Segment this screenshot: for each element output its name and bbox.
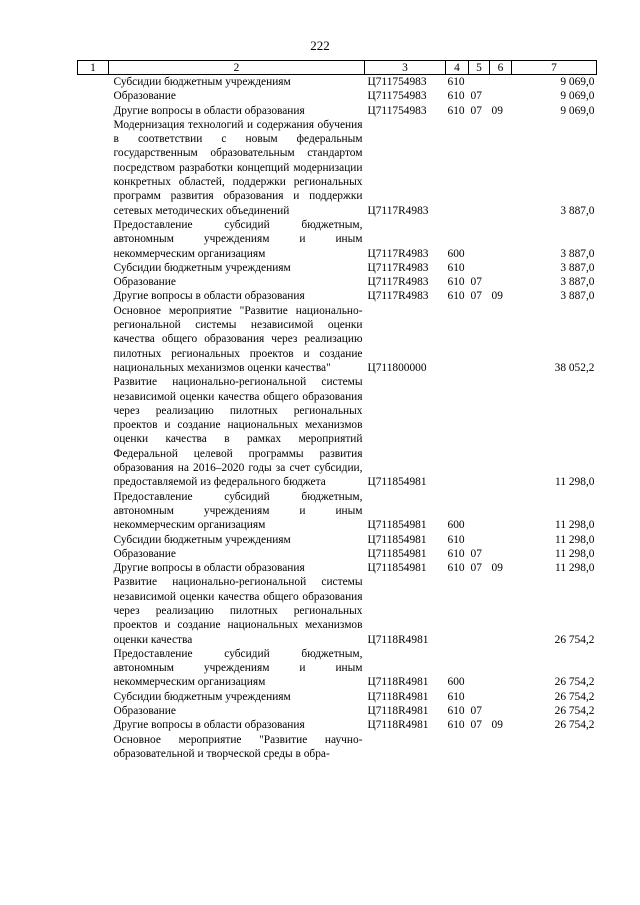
expense-type-code: 600 <box>447 247 465 260</box>
expense-type-code: 610 <box>447 290 465 303</box>
target-article-code: Ц711854981 <box>367 547 427 560</box>
table-row <box>78 289 597 303</box>
subsection-code <box>490 733 512 762</box>
expense-type-code: 610 <box>447 533 465 546</box>
amount-value: 9 069,0 <box>560 76 595 88</box>
expense-type-code: 600 <box>447 519 465 532</box>
amount-value <box>512 733 597 762</box>
subsection-code <box>490 261 512 275</box>
section-code <box>469 533 490 547</box>
subsection-code <box>490 118 512 218</box>
table-row <box>78 647 597 690</box>
expense-type-code: 610 <box>447 719 465 732</box>
table-row <box>78 733 597 762</box>
amount-value: 3 887,0 <box>560 276 595 289</box>
subsection-code <box>490 275 512 289</box>
item-name: Образование <box>113 276 176 289</box>
item-name: Образование <box>113 705 176 718</box>
section-code: 07 <box>470 547 482 560</box>
section-code <box>469 690 490 704</box>
expense-type-code <box>446 375 469 489</box>
table-row <box>78 304 597 375</box>
cell-empty <box>78 261 109 275</box>
section-code <box>469 304 490 375</box>
amount-value: 26 754,2 <box>554 719 595 732</box>
table-row <box>78 218 597 261</box>
cell-empty <box>78 218 109 261</box>
amount-value: 11 298,0 <box>555 547 595 560</box>
subsection-code <box>490 704 512 718</box>
subsection-code: 09 <box>491 104 503 117</box>
cell-empty <box>78 118 109 218</box>
table-row <box>78 575 597 646</box>
section-code <box>469 75 490 90</box>
target-article-code <box>365 733 446 762</box>
amount-value: 9 069,0 <box>560 104 595 117</box>
target-article-code: Ц7117R4983 <box>367 204 429 217</box>
item-name: Модернизация технологий и содержания обучения в соответствии с новым федеральным государственным образовательным стандартом посредством разработки концепций модернизации конкретных областей, поддержки региональных программ развития образования и поддержки сетевых методических объединений <box>113 118 363 217</box>
section-code: 07 <box>470 276 482 289</box>
amount-value: 9 069,0 <box>560 90 595 103</box>
target-article-code: Ц711854981 <box>367 519 427 532</box>
subsection-code <box>490 375 512 489</box>
target-article-code: Ц711854981 <box>367 562 427 575</box>
subsection-code <box>490 647 512 690</box>
expense-type-code: 600 <box>447 676 465 689</box>
expense-type-code <box>446 733 469 762</box>
target-article-code: Ц711754983 <box>367 90 427 103</box>
subsection-code <box>490 575 512 646</box>
column-number-header: 7 <box>512 61 597 75</box>
expense-type-code: 610 <box>447 547 465 560</box>
target-article-code: Ц711854981 <box>367 533 427 546</box>
expense-type-code: 610 <box>447 104 465 117</box>
cell-empty <box>78 104 109 118</box>
section-code <box>469 261 490 275</box>
item-name: Другие вопросы в области образования <box>113 290 305 303</box>
amount-value: 11 298,0 <box>555 519 595 532</box>
target-article-code: Ц7118R4981 <box>367 690 429 703</box>
expense-type-code: 610 <box>447 690 465 703</box>
expense-type-code: 610 <box>447 76 465 88</box>
cell-empty <box>78 375 109 489</box>
column-number-header: 1 <box>78 61 109 75</box>
expense-type-code: 610 <box>447 562 465 575</box>
table-row <box>78 704 597 718</box>
target-article-code: Ц7117R4983 <box>367 290 429 303</box>
amount-value: 3 887,0 <box>560 204 595 217</box>
item-name: Образование <box>113 547 176 560</box>
table-row <box>78 718 597 732</box>
item-name: Развитие национально-региональной системы независимой оценки качества общего образования через реализацию пилотных региональных проектов и создание национальных механизмов оценки качества <box>113 576 363 646</box>
item-name: Предоставление субсидий бюджетным, автономным учреждениям и иным некоммерческим организациям <box>113 647 363 689</box>
target-article-code: Ц7117R4983 <box>367 247 429 260</box>
column-number-row <box>78 61 597 75</box>
subsection-code <box>490 533 512 547</box>
cell-empty <box>78 575 109 646</box>
subsection-code <box>490 304 512 375</box>
section-code: 07 <box>470 705 482 718</box>
column-number-header: 4 <box>446 61 469 75</box>
section-code <box>469 490 490 533</box>
item-name: Образование <box>113 90 176 103</box>
amount-value: 3 887,0 <box>560 290 595 303</box>
cell-empty <box>78 75 109 90</box>
section-code: 07 <box>470 719 482 732</box>
table-row <box>78 104 597 118</box>
item-name: Субсидии бюджетным учреждениям <box>113 533 291 546</box>
expense-type-code <box>446 118 469 218</box>
amount-value: 38 052,2 <box>554 361 595 374</box>
amount-value: 11 298,0 <box>555 476 595 489</box>
table-row <box>78 490 597 533</box>
table-row <box>78 261 597 275</box>
item-name: Другие вопросы в области образования <box>113 104 305 117</box>
table-row <box>78 275 597 289</box>
expense-type-code <box>446 304 469 375</box>
cell-empty <box>78 89 109 103</box>
subsection-code <box>490 89 512 103</box>
amount-value: 26 754,2 <box>554 705 595 718</box>
section-code <box>469 375 490 489</box>
subsection-code <box>490 75 512 90</box>
item-name: Предоставление субсидий бюджетным, автономным учреждениям и иным некоммерческим организациям <box>113 490 363 532</box>
subsection-code <box>490 490 512 533</box>
table-row <box>78 75 597 90</box>
amount-value: 26 754,2 <box>554 633 595 646</box>
amount-value: 26 754,2 <box>554 676 595 689</box>
cell-empty <box>78 275 109 289</box>
item-name: Другие вопросы в области образования <box>113 562 305 575</box>
subsection-code: 09 <box>491 290 503 303</box>
item-name: Субсидии бюджетным учреждениям <box>113 261 291 274</box>
target-article-code: Ц711754983 <box>367 76 427 88</box>
column-number-header: 3 <box>365 61 446 75</box>
target-article-code: Ц711800000 <box>367 361 427 374</box>
table-row <box>78 547 597 561</box>
amount-value: 3 887,0 <box>560 247 595 260</box>
section-code: 07 <box>470 562 482 575</box>
table-body <box>78 75 597 762</box>
cell-empty <box>78 733 109 762</box>
cell-empty <box>78 289 109 303</box>
table-row <box>78 690 597 704</box>
section-code: 07 <box>470 90 482 103</box>
expense-type-code <box>446 575 469 646</box>
target-article-code: Ц7118R4981 <box>367 705 429 718</box>
amount-value: 11 298,0 <box>555 533 595 546</box>
target-article-code: Ц7117R4983 <box>367 276 429 289</box>
item-name: Основное мероприятие "Развитие национально-региональной системы независимой оценки качества общего образования через реализацию пилотных региональных проектов и создание национальных механизмов оценки качества" <box>113 304 363 374</box>
column-number-header: 6 <box>490 61 512 75</box>
expense-type-code: 610 <box>447 90 465 103</box>
item-name: Развитие национально-региональной системы независимой оценки качества общего образования через реализацию пилотных региональных проектов и создание национальных механизмов оценки качества в рамках мероприятий Федеральной целевой программы развития образования на 2016–2020 годы за счет субсидии, предоставляемой из федерального бюджета <box>113 376 363 489</box>
cell-empty <box>78 490 109 533</box>
section-code <box>469 647 490 690</box>
cell-empty <box>78 704 109 718</box>
section-code <box>469 218 490 261</box>
table-row <box>78 561 597 575</box>
item-name: Субсидии бюджетным учреждениям <box>113 690 291 703</box>
subsection-code <box>490 690 512 704</box>
amount-value: 26 754,2 <box>554 690 595 703</box>
target-article-code: Ц711754983 <box>367 104 427 117</box>
subsection-code <box>490 218 512 261</box>
section-code: 07 <box>470 290 482 303</box>
cell-empty <box>78 547 109 561</box>
cell-empty <box>78 718 109 732</box>
expense-type-code: 610 <box>447 261 465 274</box>
section-code <box>469 733 490 762</box>
section-code: 07 <box>470 104 482 117</box>
column-number-header: 2 <box>109 61 365 75</box>
column-number-header: 5 <box>469 61 490 75</box>
budget-table <box>77 60 597 761</box>
item-name: Субсидии бюджетным учреждениям <box>113 76 291 88</box>
subsection-code: 09 <box>491 719 503 732</box>
expense-type-code: 610 <box>447 705 465 718</box>
expense-type-code: 610 <box>447 276 465 289</box>
target-article-code: Ц711854981 <box>367 476 427 489</box>
table-row <box>78 375 597 489</box>
target-article-code: Ц7118R4981 <box>367 633 429 646</box>
item-name: Другие вопросы в области образования <box>113 719 305 732</box>
table-row <box>78 533 597 547</box>
amount-value: 3 887,0 <box>560 261 595 274</box>
amount-value: 11 298,0 <box>555 562 595 575</box>
cell-empty <box>78 647 109 690</box>
section-code <box>469 575 490 646</box>
cell-empty <box>78 561 109 575</box>
subsection-code <box>490 547 512 561</box>
cell-empty <box>78 690 109 704</box>
section-code <box>469 118 490 218</box>
table-row <box>78 118 597 218</box>
item-name: Предоставление субсидий бюджетным, автономным учреждениям и иным некоммерческим организациям <box>113 218 363 260</box>
target-article-code: Ц7118R4981 <box>367 719 429 732</box>
page-number: 222 <box>310 38 330 53</box>
target-article-code: Ц7117R4983 <box>367 261 429 274</box>
subsection-code: 09 <box>491 562 503 575</box>
cell-empty <box>78 304 109 375</box>
table-row <box>78 89 597 103</box>
item-name: Основное мероприятие "Развитие научно-образовательной и творческой среды в обра- <box>113 733 363 760</box>
target-article-code: Ц7118R4981 <box>367 676 429 689</box>
cell-empty <box>78 533 109 547</box>
